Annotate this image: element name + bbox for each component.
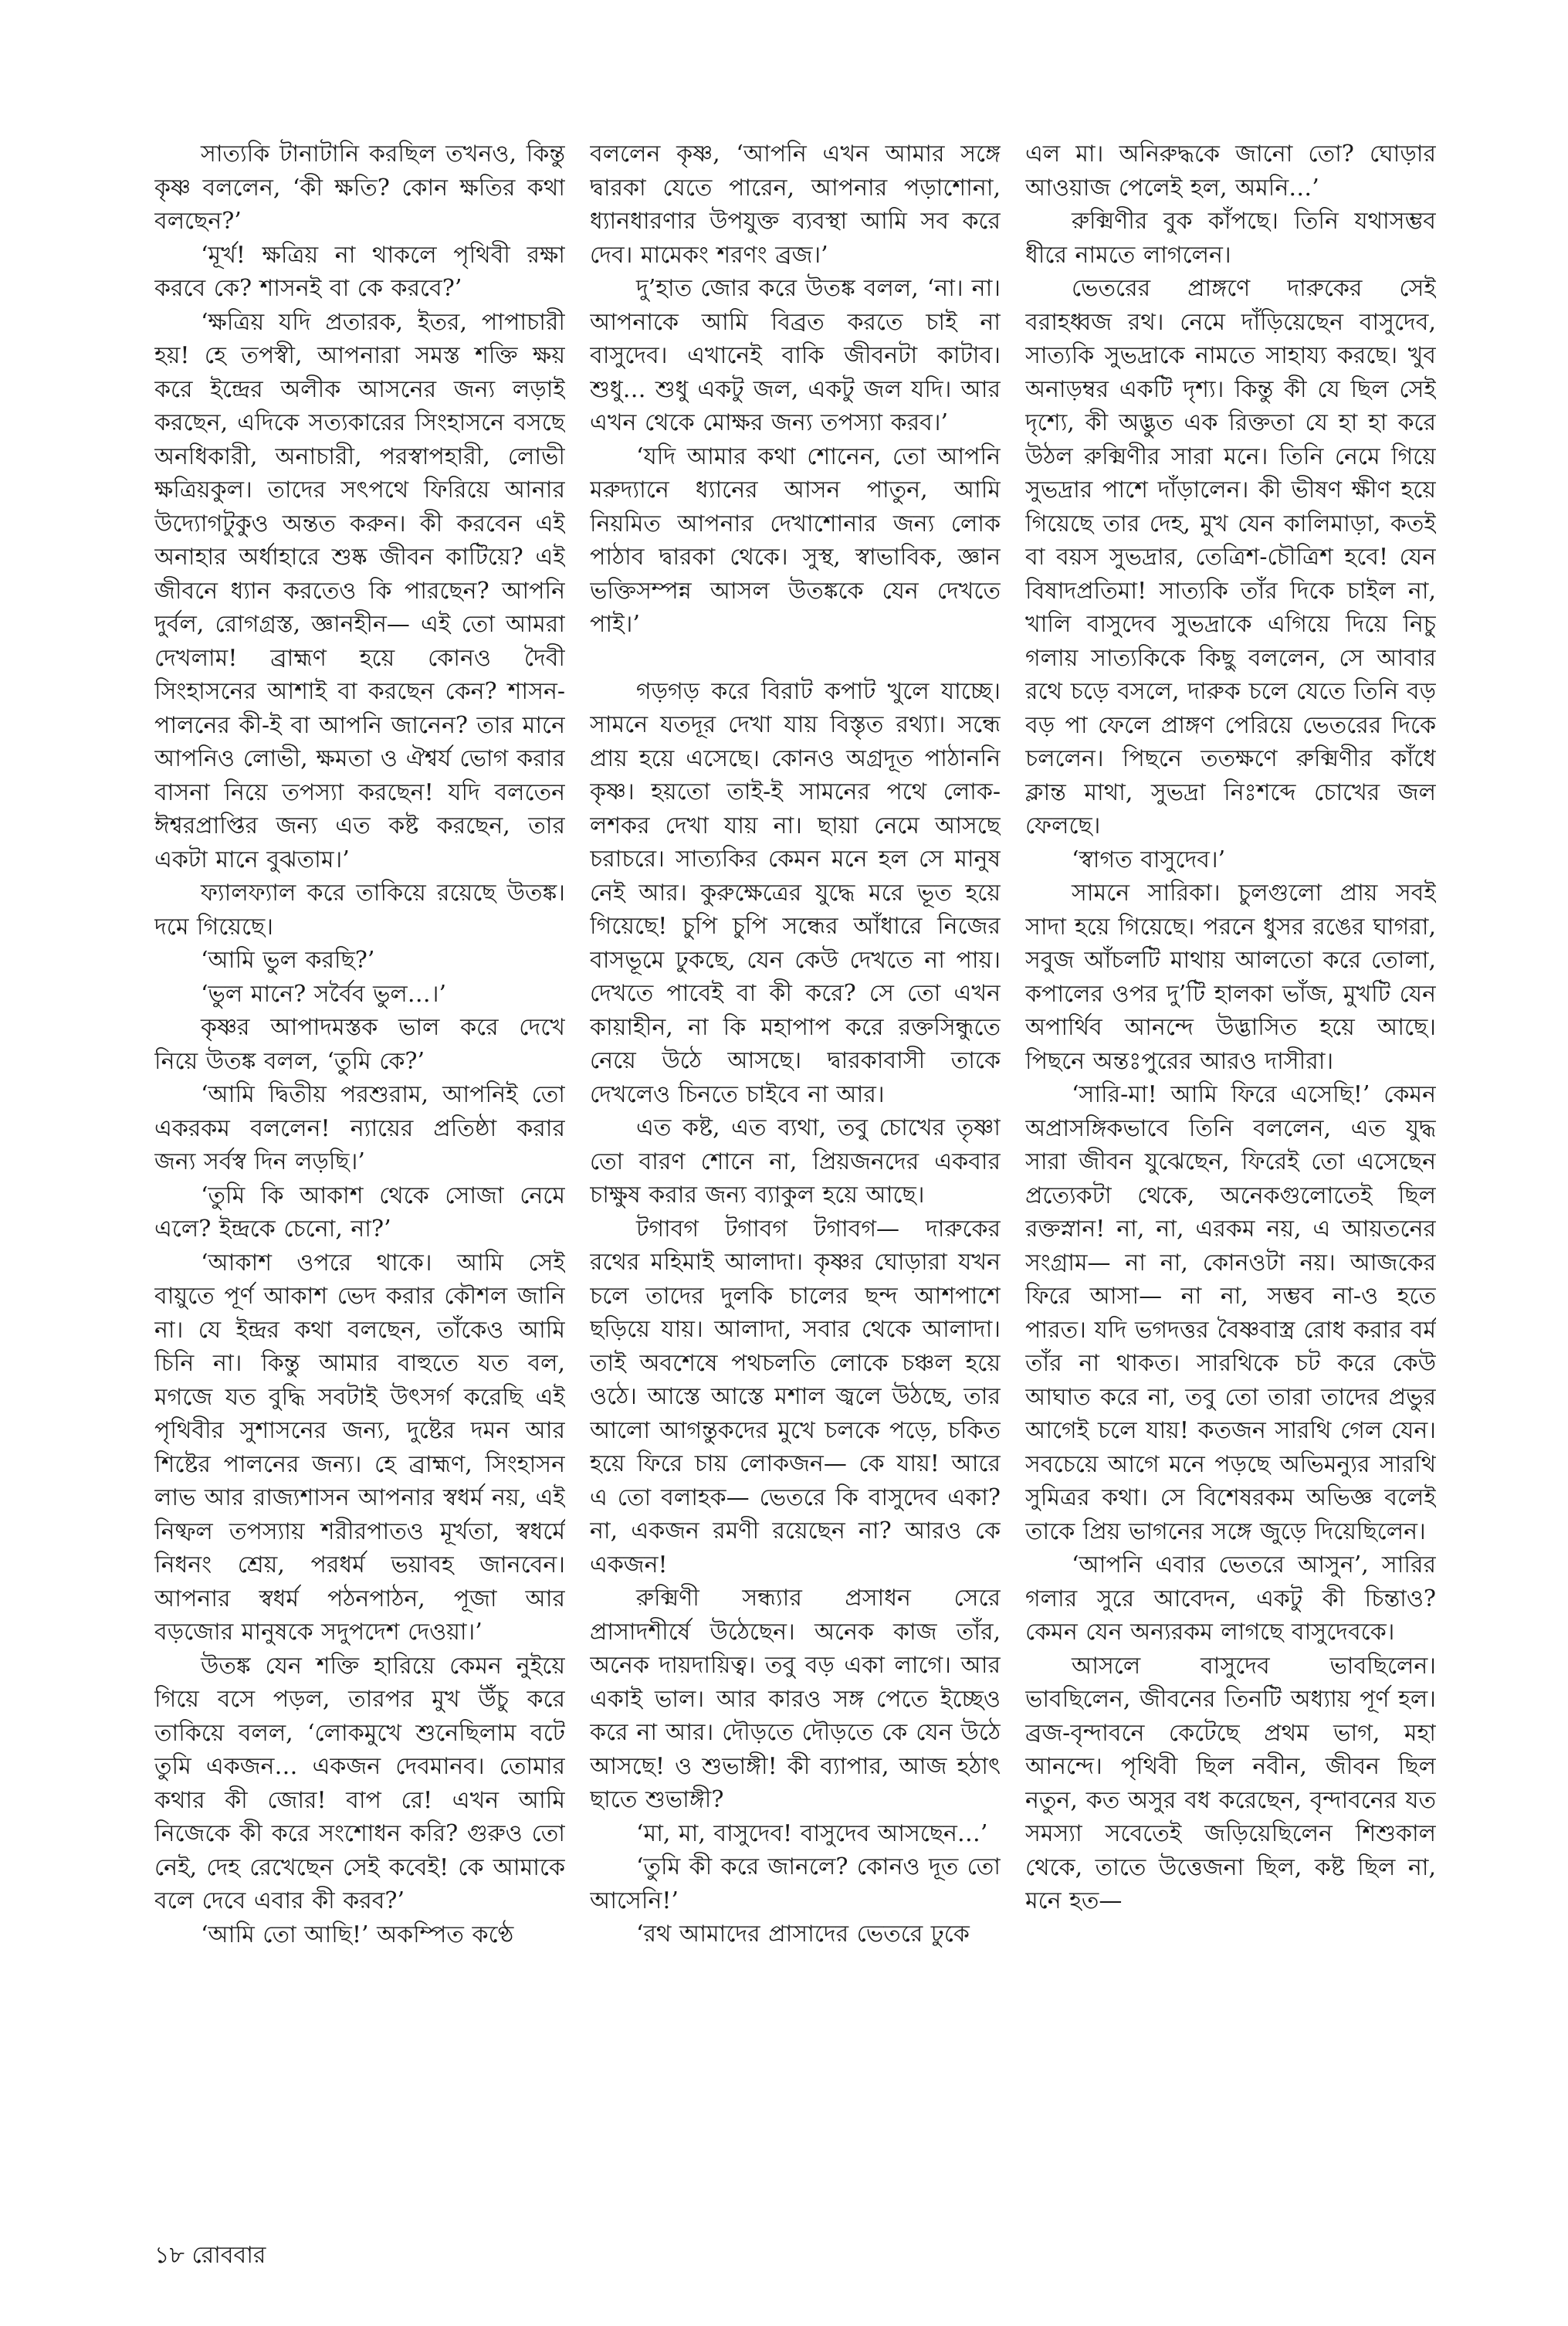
paragraph: ‘তুমি কী করে জানলে? কোনও দূত তো আসেনি!’ [590,1853,1001,1914]
paragraph: ‘আকাশ ওপরে থাকে। আমি সেই বায়ুতে পূর্ণ আকাশ ভেদ করার কৌশল জানি না। যে ইন্দ্রর কথা বলছেন, তাঁকেও আমি চিনি না। কিন্তু আমার বাহুতে যত বল, মগজে যত বুদ্ধি সবটাই উৎসর্গ করেছি এই পৃথিবীর সুশাসনের জন্য, দুষ্টের দমন আর শিষ্টের পালনের জন্য। হে ব্রাহ্মণ, সিংহাসন লাভ আর রাজ্যশাসন আপনার স্বধর্ম নয়, এই নিষ্ফল তপস্যায় শরীরপাতও মূর্খতা, স্বধর্মে নিধনং শ্রেয়, পরধর্ম ভয়াবহ জানবেন। আপনার স্বধর্ম পঠনপাঠন, পূজা আর বড়জোর মানুষকে সদুপদেশ দেওয়া।’ [154,1249,565,1646]
paragraph: ‘আমি দ্বিতীয় পরশুরাম, আপনিই তো একরকম বললেন! ন্যায়ের প্রতিষ্ঠা করার জন্য সর্বস্ব দিন লড়ছি।’ [154,1081,565,1175]
page-footer [154,2242,266,2270]
paragraph: ফ্যালফ্যাল করে তাকিয়ে রয়েছে উতঙ্ক। দমে গিয়েছে। [154,880,565,941]
paragraph: দু’হাত জোর করে উতঙ্ক বলল, ‘না। না। আপনাকে আমি বিব্রত করতে চাই না বাসুদেব। এখানেই বাকি জীবনটা কাটাব। শুধু… শুধু একটু জল, একটু জল যদি। আর এখন থেকে মোক্ষর জন্য তপস্যা করব।’ [590,275,1001,436]
column-2 [590,137,1001,2192]
paragraph-section-start: গড়গড় করে বিরাট কপাট খুলে যাচ্ছে। সামনে যতদূর দেখা যায় বিস্তৃত রথ্যা। সন্ধে প্রায় হয়ে এসেছে। কোনও অগ্রদূত পাঠাননি কৃষ্ণ। হয়তো তাই-ই সামনের পথে লোক-লশকর দেখা যায় না। ছায়া নেমে আসছে চরাচরে। সাত্যকির কেমন মনে হল সে মানুষ নেই আর। কুরুক্ষেত্রের যুদ্ধে মরে ভূত হয়ে গিয়েছে! চুপি চুপি সন্ধের আঁধারে নিজের বাসভূমে ঢুকছে, যেন কেউ দেখতে না পায়। দেখতে পাবেই বা কী করে? সে তো এখন কায়াহীন, না কি মহাপাপ করে রক্তসিন্ধুতে নেয়ে উঠে আসছে। দ্বারকাবাসী তাকে দেখলেও চিনতে চাইবে না আর। [590,677,1001,1108]
paragraph: ‘তুমি কি আকাশ থেকে সোজা নেমে এলে? ইন্দ্রকে চেনো, না?’ [154,1182,565,1243]
paragraph: টগাবগ টগাবগ টগাবগ— দারুকের রথের মহিমাই আলাদা। কৃষ্ণর ঘোড়ারা যখন চলে তাদের দুলকি চালের ছন্দ আশপাশে ছড়িয়ে যায়। আলাদা, সবার থেকে আলাদা। তাই অবশেষে পথচলতি লোকে চঞ্চল হয়ে ওঠে। আস্তে আস্তে মশাল জ্বলে উঠছে, তার আলো আগন্তুকদের মুখে চলকে পড়ে, চকিত হয়ে ফিরে চায় লোকজন— কে যায়! আরে এ তো বলাহক— ভেতরে কি বাসুদেব একা? না, একজন রমণী রয়েছেন না? আরও কে একজন! [590,1215,1001,1578]
text-columns [154,137,1436,2192]
paragraph: ‘আমি ভুল করছি?’ [201,947,375,974]
page-number-label: ১৮ রোববার [154,2242,266,2269]
paragraph: আসলে বাসুদেব ভাবছিলেন। ভাবছিলেন, জীবনের তিনটি অধ্যায় পূর্ণ হল। ব্রজ-বৃন্দাবনে কেটেছে প্রথম ভাগ, মহা আনন্দে। পৃথিবী ছিল নবীন, জীবন ছিল নতুন, কত অসুর বধ করেছেন, বৃন্দাবনের যত সমস্যা সবেতেই জড়িয়েছিলেন শিশুকাল থেকে, তাতে উত্তেজনা ছিল, কষ্ট ছিল না, মনে হত— [1025,1652,1436,1914]
paragraph: উতঙ্ক যেন শক্তি হারিয়ে কেমন নুইয়ে গিয়ে বসে পড়ল, তারপর মুখ উঁচু করে তাকিয়ে বলল, ‘লোকমুখে শুনেছিলাম বটে তুমি একজন… একজন দেবমানব। তোমার কথার কী জোর! বাপ রে! এখন আমি নিজেকে কী করে সংশোধন করি? গুরুও তো নেই, দেহ রেখেছেন সেই কবেই! কে আমাকে বলে দেবে এবার কী করব?’ [154,1652,565,1914]
paragraph: ‘যদি আমার কথা শোনেন, তো আপনি মরুদ্যানে ধ্যানের আসন পাতুন, আমি নিয়মিত আপনার দেখাশোনার জন্য লোক পাঠাব দ্বারকা থেকে। সুস্থ, স্বাভাবিক, জ্ঞান ভক্তিসম্পন্ন আসল উতঙ্ককে যেন দেখতে পাই।’ [590,442,1001,638]
paragraph: ‘মা, মা, বাসুদেব! বাসুদেব আসছেন…’ [636,1819,988,1847]
paragraph: সাত্যকি টানাটানি করছিল তখনও, কিন্তু কৃষ্ণ বললেন, ‘কী ক্ষতি? কোন ক্ষতির কথা বলছেন?’ [154,141,565,235]
paragraph: কৃষ্ণর আপাদমস্তক ভাল করে দেখে নিয়ে উতঙ্ক বলল, ‘তুমি কে?’ [154,1014,565,1075]
paragraph-continued: এল মা। অনিরুদ্ধকে জানো তো? ঘোড়ার আওয়াজ পেলেই হল, অমনি…’ [1025,141,1436,202]
paragraph: রুক্মিণীর বুক কাঁপছে। তিনি যথাসম্ভব ধীরে নামতে লাগলেন। [1025,208,1436,269]
paragraph: ‘ভুল মানে? সর্বৈব ভুল…।’ [201,980,447,1008]
paragraph: ‘ক্ষত্রিয় যদি প্রতারক, ইতর, পাপাচারী হয়! হে তপস্বী, আপনারা সমস্ত শক্তি ক্ষয় করে ইন্দ্রের অলীক আসনের জন্য লড়াই করছেন, এদিকে সত্যকারের সিংহাসনে বসছে অনধিকারী, অনাচারী, পরস্বাপহারী, লোভী ক্ষত্রিয়কুল। তাদের সৎপথে ফিরিয়ে আনার উদ্যোগটুকুও অন্তত করুন। কী করবেন এই অনাহার অর্ধাহারে শুষ্ক জীবন কাটিয়ে? এই জীবনে ধ্যান করতেও কি পারছেন? আপনি দুর্বল, রোগগ্রস্ত, জ্ঞানহীন— এই তো আমরা দেখলাম! ব্রাহ্মণ হয়ে কোনও দৈবী সিংহাসনের আশাই বা করছেন কেন? শাসন-পালনের কী-ই বা আপনি জানেন? তার মানে আপনিও লোভী, ক্ষমতা ও ঐশ্বর্য ভোগ করার বাসনা নিয়ে তপস্যা করছেন! যদি বলতেন ঈশ্বরপ্রাপ্তির জন্য এত কষ্ট করছেন, তার একটা মানে বুঝতাম।’ [154,308,565,873]
paragraph: সামনে সারিকা। চুলগুলো প্রায় সবই সাদা হয়ে গিয়েছে। পরনে ধুসর রঙের ঘাগরা, সবুজ আঁচলটি মাথায় আলতো করে তোলা, কপালের ওপর দু’টি হালকা ভাঁজ, মুখটি যেন অপার্থিব আনন্দে উদ্ভাসিত হয়ে আছে। পিছনে অন্তঃপুরের আরও দাসীরা। [1025,880,1436,1075]
paragraph: ‘স্বাগত বাসুদেব।’ [1072,846,1226,873]
paragraph: ‘মূর্খ! ক্ষত্রিয় না থাকলে পৃথিবী রক্ষা করবে কে? শাসনই বা কে করবে?’ [154,241,565,302]
paragraph: রুক্মিণী সন্ধ্যার প্রসাধন সেরে প্রাসাদশীর্ষে উঠেছেন। অনেক কাজ তাঁর, অনেক দায়দায়িত্ব। তবু বড় একা লাগে। আর একাই ভাল। আর কারও সঙ্গ পেতে ইচ্ছেও করে না আর। দৌড়তে দৌড়তে কে যেন উঠে আসছে! ও শুভাঙ্গী! কী ব্যাপার, আজ হঠাৎ ছাতে শুভাঙ্গী? [590,1585,1001,1813]
column-1 [154,137,565,2192]
paragraph: ‘রথ আমাদের প্রাসাদের ভেতরে ঢুকে [636,1921,970,1948]
paragraph: ‘সারি-মা! আমি ফিরে এসেছি!’ কেমন অপ্রাসঙ্গিকভাবে তিনি বললেন, এত যুদ্ধ সারা জীবন যুঝেছেন, ফিরেই তো এসেছেন প্রত্যেকটা থেকে, অনেকগুলোতেই ছিল রক্তস্নান! না, না, এরকম নয়, এ আয়তনের সংগ্রাম— না না, কোনওটা নয়। আজকের ফিরে আসা— না না, সম্ভব না-ও হতে পারত। যদি ভগদত্তর বৈষ্ণবাস্ত্র রোধ করার বর্ম তাঁর না থাকত। সারথিকে চট করে কেউ আঘাত করে না, তবু তো তারা তাদের প্রভুর আগেই চলে যায়! কতজন সারথি গেল যেন। সবচেয়ে আগে মনে পড়ছে অভিমন্যুর সারথি সুমিত্রর কথা। সে বিশেষরকম অভিজ্ঞ বলেই তাকে প্রিয় ভাগনের সঙ্গে জুড়ে দিয়েছিলেন। [1025,1081,1436,1545]
column-3 [1025,137,1436,2192]
paragraph: ভেতরের প্রাঙ্গণে দারুকের সেই বরাহধ্বজ রথ। নেমে দাঁড়িয়েছেন বাসুদেব, সাত্যকি সুভদ্রাকে নামতে সাহায্য করছে। খুব অনাড়ম্বর একটি দৃশ্য। কিন্তু কী যে ছিল সেই দৃশ্যে, কী অদ্ভুত এক রিক্ততা যে হা হা করে উঠল রুক্মিণীর সারা মনে। তিনি নেমে গিয়ে সুভদ্রার পাশে দাঁড়ালেন। কী ভীষণ ক্ষীণ হয়ে গিয়েছে তার দেহ, মুখ যেন কালিমাড়া, কতই বা বয়স সুভদ্রার, তেত্রিশ-চৌত্রিশ হবে! যেন বিষাদপ্রতিমা! সাত্যকি তাঁর দিকে চাইল না, খালি বাসুদেব সুভদ্রাকে এগিয়ে দিয়ে নিচু গলায় সাত্যকিকে কিছু বললেন, সে আবার রথে চড়ে বসলে, দারুক চলে যেতে তিনি বড় বড় পা ফেলে প্রাঙ্গণ পেরিয়ে ভেতরের দিকে চললেন। পিছনে ততক্ষণে রুক্মিণীর কাঁধে ক্লান্ত মাথা, সুভদ্রা নিঃশব্দে চোখের জল ফেলছে। [1025,275,1436,839]
paragraph-continued: বললেন কৃষ্ণ, ‘আপনি এখন আমার সঙ্গে দ্বারকা যেতে পারেন, আপনার পড়াশোনা, ধ্যানধারণার উপযুক্ত ব্যবস্থা আমি সব করে দেব। মামেকং শরণং ব্রজ।’ [590,141,1001,269]
paragraph: এত কষ্ট, এত ব্যথা, তবু চোখের তৃষ্ণা তো বারণ শোনে না, প্রিয়জনদের একবার চাক্ষুষ করার জন্য ব্যাকুল হয়ে আছে। [590,1114,1001,1209]
paragraph: ‘আমি তো আছি!’ অকম্পিত কণ্ঠে [201,1921,514,1948]
paragraph: ‘আপনি এবার ভেতরে আসুন’, সারির গলার সুরে আবেদন, একটু কী চিন্তাও? কেমন যেন অন্যরকম লাগছে বাসুদেবকে। [1025,1551,1436,1646]
